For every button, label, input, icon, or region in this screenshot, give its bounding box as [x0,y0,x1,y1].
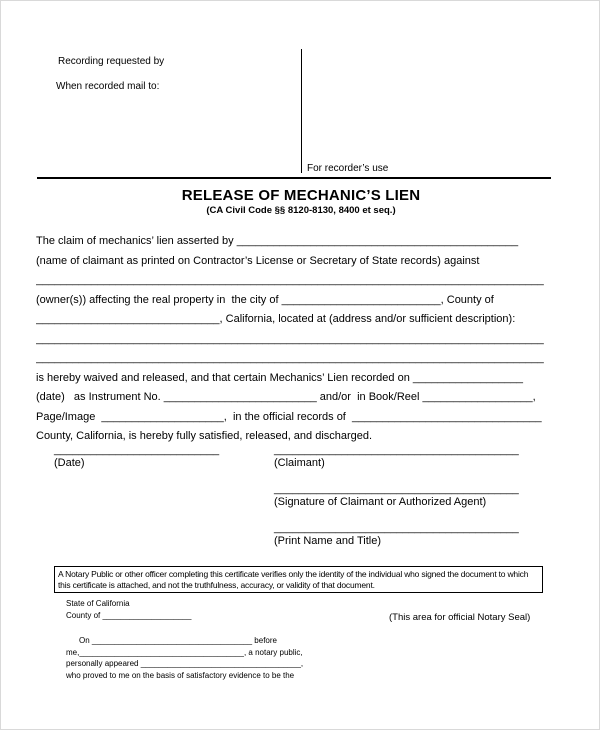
date-blank-line: ___________________________ [54,444,220,456]
date-signature-column [54,444,219,483]
body-line: is hereby waived and released, and that certain Mechanics’ Lien recorded on __________________ [36,371,523,384]
print-name-blank-line: ________________________________________ [274,522,519,534]
body-line: County, California, is hereby fully satisfied, released, and discharged. [36,430,373,442]
recorder-box-vertical-divider [301,49,302,173]
signature-blank-line: ________________________________________ [274,483,519,495]
date-label: (Date) [54,457,85,469]
body-line: (name of claimant as printed on Contractor’s License or Secretary of State records) against [36,254,480,267]
recording-requested-label: Recording requested by [58,56,165,67]
acknowledgment-me-line: me,_____________________________________, a notary public, [66,647,303,657]
form-title: RELEASE OF MECHANIC’S LIEN [181,187,421,204]
print-name-label: (Print Name and Title) [274,535,381,547]
claimant-label: (Claimant) [274,457,325,469]
body-line: (owner(s)) affecting the real property in the city of __________________________, County of [36,293,494,306]
body-line: The claim of mechanics’ lien asserted by ______________________________________________ [36,235,519,247]
signature-label: (Signature of Claimant or Authorized Agent) [274,496,487,508]
body-line: ______________________________, California, located at (address and/or sufficient description): [36,313,516,325]
claimant-signature-column [274,444,519,561]
notary-disclosure-text: A Notary Public or other officer completing this certificate verifies only the identity of the individual who signed the document to which this certificate is attached, and not the truthfulness, accuracy, or validity of that document. [58,569,529,590]
form-body [36,232,570,447]
body-line: Page/Image ____________________, in the official records of _______________________________ [36,410,542,423]
when-recorded-mail-to-label: When recorded mail to: [56,81,160,92]
body-line: (date) as Instrument No. _________________________ and/or in Book/Reel __________________, [36,391,536,403]
acknowledgment-proved-line: who proved to me on the basis of satisfactory evidence to be the [66,670,295,680]
header-rule [37,177,551,179]
notary-acknowledgment-block [66,598,303,681]
body-blank-line: ___________________________________________________________________________________ [36,332,544,345]
acknowledgment-appeared-line: personally appeared ____________________________________, [66,659,304,668]
body-blank-line: ___________________________________________________________________________________ [36,274,544,286]
notary-disclosure-box [54,566,543,593]
county-blank-line: County of ____________________ [66,610,192,620]
notary-seal-note: (This area for official Notary Seal) [389,612,531,623]
form-code-subtitle: (CA Civil Code §§ 8120-8130, 8400 et seq.) [206,205,396,216]
acknowledgment-on-line: On ____________________________________ before [79,636,277,645]
claimant-blank-line: ________________________________________ [274,444,519,456]
body-blank-line: ___________________________________________________________________________________ [36,352,544,364]
state-label: State of California [66,599,130,608]
for-recorders-use-label: For recorder’s use [307,163,389,174]
